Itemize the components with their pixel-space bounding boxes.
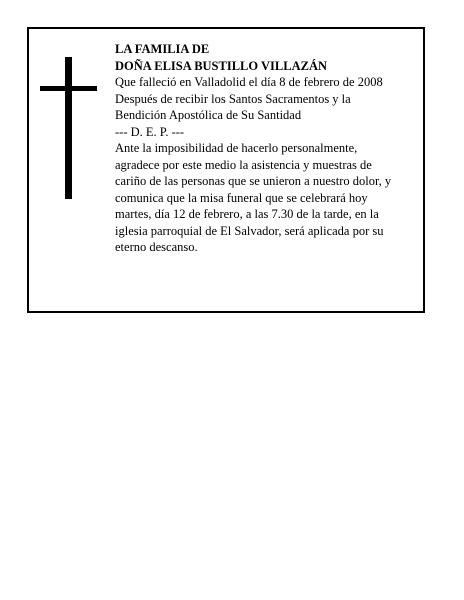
body-line: iglesia parroquial de El Salvador, será aplicada por su <box>115 223 384 238</box>
notice-text <box>115 41 425 256</box>
body-line: Ante la imposibilidad de hacerlo personalmente, <box>115 141 358 155</box>
family-heading: LA FAMILIA DE <box>115 42 210 56</box>
body-line: cariño de las personas que se unieron a nuestro dolor, y <box>115 174 392 188</box>
body-line: martes, día 12 de febrero, a las 7.30 de la tarde, en la <box>115 207 379 221</box>
deceased-name: DOÑA ELISA BUSTILLO VILLAZÁN <box>115 58 327 73</box>
death-statement: Que falleció en Valladolid el día 8 de febrero de 2008 <box>115 75 383 89</box>
rip-line: --- D. E. P. --- <box>115 124 185 139</box>
body-line: comunica que la misa funeral que se celebrará hoy <box>115 190 368 205</box>
benediction-line: Bendición Apostólica de Su Santidad <box>115 108 302 122</box>
cross-vertical-bar <box>65 57 72 199</box>
sacraments-line: Después de recibir los Santos Sacramentos y la <box>115 91 351 106</box>
body-line: eterno descanso. <box>115 240 198 254</box>
body-line: agradece por este medio la asistencia y muestras de <box>115 157 372 172</box>
obituary-notice <box>27 27 425 313</box>
cross-horizontal-bar <box>40 86 97 91</box>
